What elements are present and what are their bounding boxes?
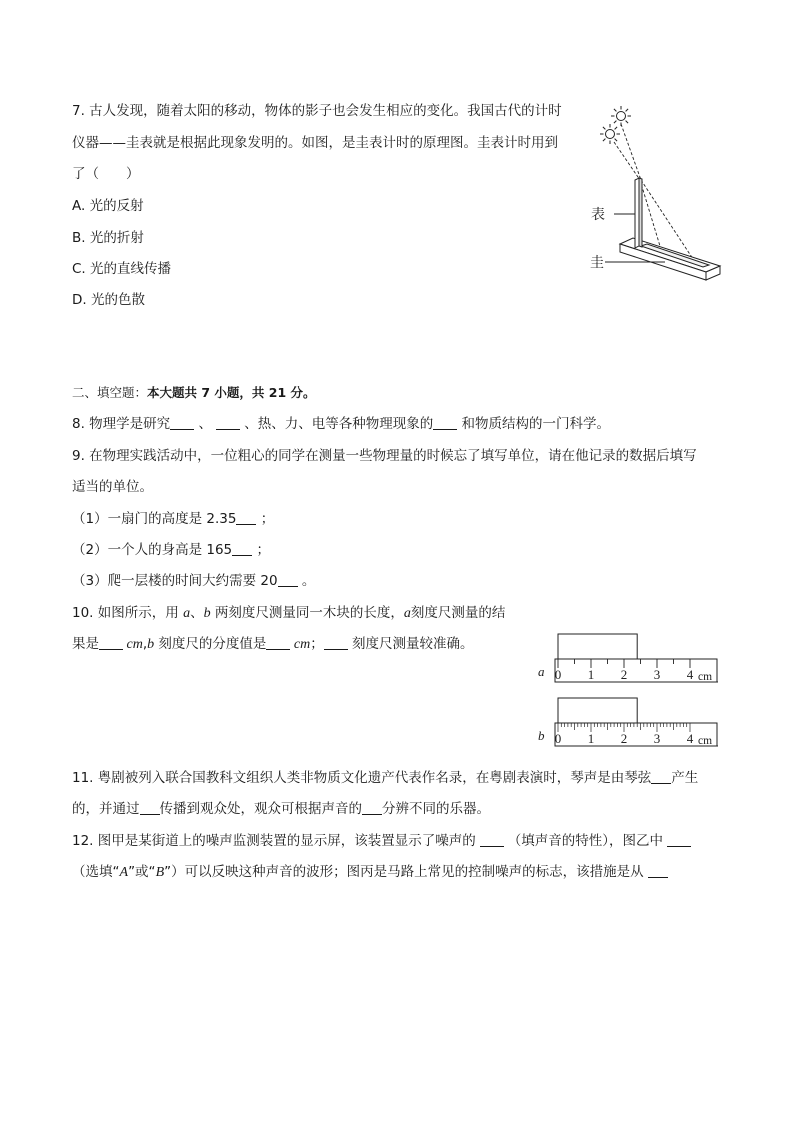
q9-item-text: （2）一个人的身高是 165 xyxy=(72,542,233,558)
q10-text: 两刻度尺测量同一木块的长度， xyxy=(210,605,404,621)
q12-text: ”或“ xyxy=(128,864,156,880)
ruler-tick-label: 1 xyxy=(587,667,595,682)
answer-blank[interactable] xyxy=(99,635,123,650)
q12-line-2 xyxy=(72,862,668,883)
ruler-tick-label: 4 xyxy=(686,731,694,746)
q11-line-1 xyxy=(72,768,698,788)
q9-item-1 xyxy=(72,509,274,529)
q11-text: 的，并通过 xyxy=(72,801,140,817)
answer-blank[interactable] xyxy=(651,769,671,784)
rulers-figure xyxy=(528,628,724,747)
q7-line-3: 了（ ） xyxy=(72,166,140,182)
answer-blank[interactable] xyxy=(170,415,194,430)
q10-text: , xyxy=(142,636,148,652)
q9-item-2 xyxy=(72,540,270,560)
q11-line-2 xyxy=(72,799,490,819)
var-a: a xyxy=(183,606,191,621)
ruler-tick-label: 1 xyxy=(587,731,595,746)
q9-item-text: （3）爬一层楼的时间大约需要 20 xyxy=(72,573,278,589)
section-title: 本大题共 7 小题，共 21 分。 xyxy=(147,385,316,400)
q7-line-2: 仪器——圭表就是根据此现象发明的。如图，是圭表计时的原理图。圭表计时用到 xyxy=(72,135,558,151)
ruler-label: a xyxy=(538,664,545,679)
ruler-tick-label: 3 xyxy=(653,731,661,746)
sun-icon xyxy=(600,124,620,144)
q8-text-d: 和物质结构的一门科学。 xyxy=(457,416,611,432)
q11-text: 分辨不同的乐器。 xyxy=(382,801,490,817)
ruler-tick-label: 0 xyxy=(554,731,562,746)
q7-line-1: 7. 古人发现，随着太阳的移动，物体的影子也会发生相应的变化。我国古代的计时 xyxy=(72,103,562,119)
q12-text: （填声音的特性），图乙中 xyxy=(507,833,664,849)
q9-item-3 xyxy=(72,571,315,591)
q11-text: 产生 xyxy=(671,770,699,786)
q7-option-b: B. 光的折射 xyxy=(72,230,144,246)
q9-item-text: （1）一扇门的高度是 2.35 xyxy=(72,511,237,527)
answer-blank[interactable] xyxy=(648,863,668,878)
label-gui: 圭 xyxy=(590,255,604,271)
answer-blank[interactable] xyxy=(232,541,252,556)
var-B: B xyxy=(155,865,165,880)
var-a: a xyxy=(403,606,411,621)
section-prefix: 二、填空题： xyxy=(72,385,148,400)
answer-blank[interactable] xyxy=(433,415,457,430)
q8-text-c: 、热、力、电等各种物理现象的 xyxy=(239,416,434,432)
ruler-unit: cm xyxy=(698,735,713,747)
answer-blank[interactable] xyxy=(324,635,348,650)
ruler-tick-label: 2 xyxy=(620,731,628,746)
q8-text-a: 8. 物理学是研究 xyxy=(72,416,171,432)
ruler-label: b xyxy=(538,728,545,743)
q10-text: 、 xyxy=(190,605,204,621)
q10-line-1 xyxy=(72,603,505,624)
q10-line-2 xyxy=(72,634,474,655)
q10-text: 刻度尺的分度值是 xyxy=(154,636,267,652)
sun-icon xyxy=(611,106,631,126)
q12-text: 12. 图甲是某街道上的噪声监测装置的显示屏，该装置显示了噪声的 xyxy=(72,833,476,849)
q10-text: 10. 如图所示，用 xyxy=(72,605,184,621)
var-b: b xyxy=(203,606,211,621)
answer-blank[interactable] xyxy=(216,415,240,430)
q12-line-1 xyxy=(72,831,691,851)
gnomon-pole-biao xyxy=(635,178,642,248)
gnomon-figure xyxy=(585,100,730,290)
answer-blank[interactable] xyxy=(667,832,691,847)
q9-item-end: ； xyxy=(256,511,275,527)
answer-blank[interactable] xyxy=(236,510,256,525)
var-b: b xyxy=(147,637,155,652)
ruler-tick-label: 2 xyxy=(620,667,628,682)
q9-line-1: 9. 在物理实践活动中，一位粗心的同学在测量一些物理量的时候忘了填写单位，请在他记录的数据后填写 xyxy=(72,448,697,464)
q9-item-end: ； xyxy=(252,542,270,558)
section-heading xyxy=(72,383,316,403)
answer-blank[interactable] xyxy=(362,800,382,815)
q10-text: 刻度尺测量的结 xyxy=(410,605,506,621)
q9-item-end: 。 xyxy=(297,573,316,589)
var-A: A xyxy=(119,865,129,880)
ruler-tick-label: 0 xyxy=(554,667,562,682)
q7-option-d: D. 光的色散 xyxy=(72,292,145,308)
q7-option-a: A. 光的反射 xyxy=(72,198,144,214)
ruler-tick-label: 4 xyxy=(686,667,694,682)
q8 xyxy=(72,414,610,434)
unit-cm: cm xyxy=(290,637,311,652)
wood-block xyxy=(558,634,637,659)
q9-line-2: 适当的单位。 xyxy=(72,479,153,495)
wood-block xyxy=(558,698,637,723)
answer-blank[interactable] xyxy=(278,572,298,587)
q11-text: 传播到观众处，观众可根据声音的 xyxy=(159,801,362,817)
answer-blank[interactable] xyxy=(480,832,504,847)
q7-option-c: C. 光的直线传播 xyxy=(72,261,172,277)
q12-text: ”）可以反映这种声音的波形；图丙是马路上常见的控制噪声的标志，该措施是从 xyxy=(164,864,644,880)
q10-text: 刻度尺测量较准确。 xyxy=(347,636,474,652)
q10-text: ； xyxy=(310,636,324,652)
answer-blank[interactable] xyxy=(140,800,160,815)
label-biao: 表 xyxy=(591,207,605,223)
q11-text: 11. 粤剧被列入联合国教科文组织人类非物质文化遗产代表作名录，在粤剧表演时，琴声是由琴弦 xyxy=(72,770,652,786)
q8-text-b: 、 xyxy=(194,416,212,432)
q10-text: 果是 xyxy=(72,636,99,652)
q12-text: （选填“ xyxy=(72,864,120,880)
unit-cm: cm xyxy=(123,637,143,652)
answer-blank[interactable] xyxy=(266,635,290,650)
ruler-tick-label: 3 xyxy=(653,667,661,682)
ruler-unit: cm xyxy=(698,671,713,683)
